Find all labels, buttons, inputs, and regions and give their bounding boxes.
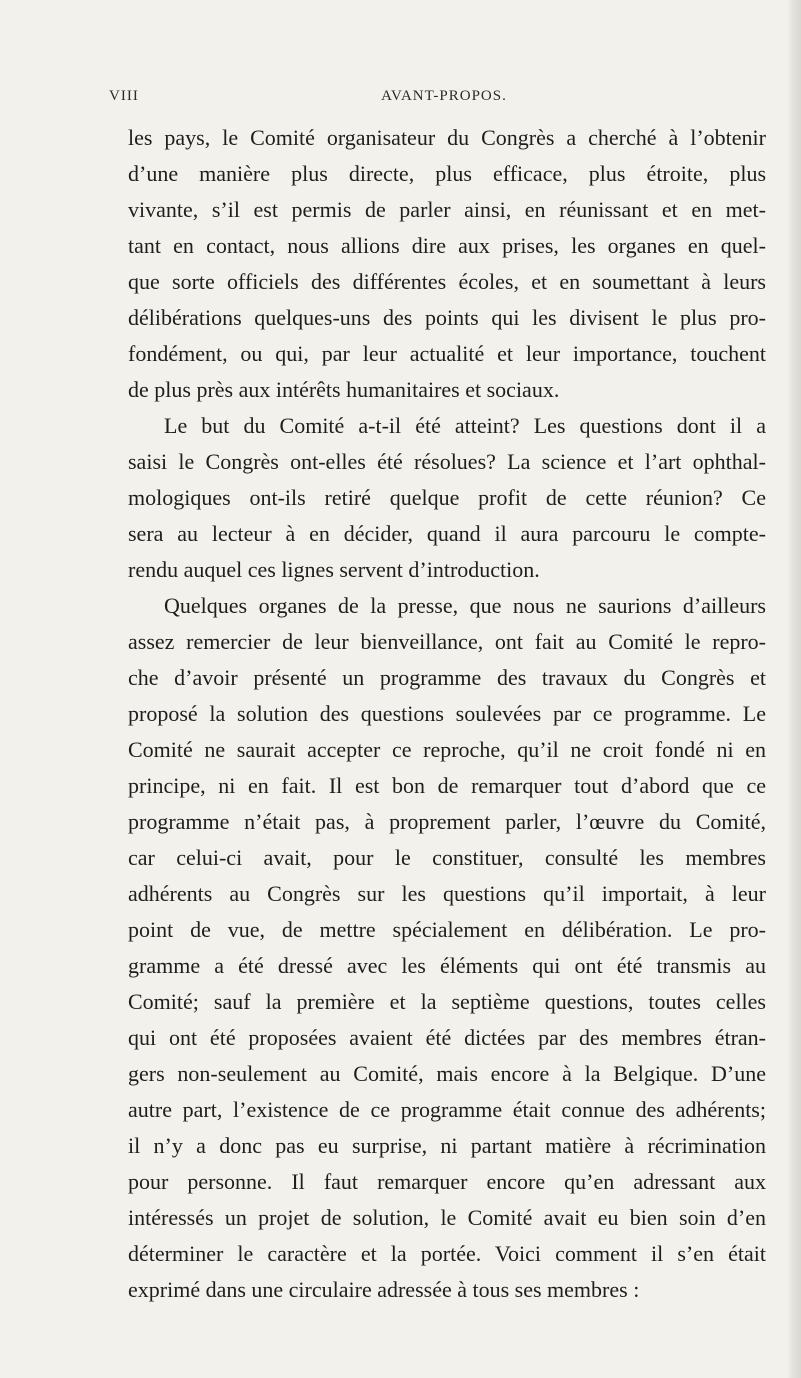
paragraph-start-line: Quelques organes de la presse, que nous ne saurions d’ailleurs [164,593,766,618]
text-line: tant en contact, nous allions dire aux prises, les organes en quel- [128,233,766,258]
text-line: pour personne. Il faut remarquer encore qu’en adressant aux [128,1169,766,1194]
text-line: principe, ni en fait. Il est bon de remarquer tout d’abord que ce [128,773,766,798]
text-line: sera au lecteur à en décider, quand il aura parcouru le compte- [128,521,766,546]
text-line: de plus près aux intérêts humanitaires et sociaux. [128,377,560,402]
text-line: mologiques ont-ils retiré quelque profit de cette réunion? Ce [128,485,766,510]
text-line: car celui-ci avait, pour le constituer, consulté les membres [128,845,766,870]
text-line: rendu auquel ces lignes servent d’introduction. [128,557,540,582]
page-edge-shadow [787,0,801,1378]
text-line: exprimé dans une circulaire adressée à tous ses membres : [128,1277,640,1302]
text-line: adhérents au Congrès sur les questions qu’il importait, à leur [128,881,766,906]
text-line: Comité ne saurait accepter ce reproche, qu’il ne croit fondé ni en [128,737,766,762]
text-line: délibérations quelques-uns des points qui les divisent le plus pro- [128,305,766,330]
text-line: point de vue, de mettre spécialement en délibération. Le pro- [128,917,766,942]
page-number: VIII [109,88,139,104]
text-line: che d’avoir présenté un programme des travaux du Congrès et [128,665,766,690]
text-line: gramme a été dressé avec les éléments qui ont été transmis au [128,953,766,978]
text-line: d’une manière plus directe, plus efficace, plus étroite, plus [128,161,766,186]
text-line: déterminer le caractère et la portée. Voici comment il s’en était [128,1241,766,1266]
text-line: programme n’était pas, à proprement parler, l’œuvre du Comité, [128,809,766,834]
text-line: intéressés un projet de solution, le Comité avait eu bien soin d’en [128,1205,766,1230]
text-line: les pays, le Comité organisateur du Congrès a cherché à l’obtenir [128,125,766,150]
text-line: Comité; sauf la première et la septième questions, toutes celles [128,989,766,1014]
text-line: il n’y a donc pas eu surprise, ni partant matière à récrimination [128,1133,766,1158]
text-line: autre part, l’existence de ce programme était connue des adhérents; [128,1097,766,1122]
text-line: fondément, ou qui, par leur actualité et leur importance, touchent [128,341,766,366]
text-line: proposé la solution des questions soulevées par ce programme. Le [128,701,766,726]
running-head [109,88,779,110]
running-title: AVANT-PROPOS. [381,88,507,104]
text-line: qui ont été proposées avaient été dictées par des membres étran- [128,1025,766,1050]
text-line: vivante, s’il est permis de parler ainsi, en réunissant et en met- [128,197,766,222]
text-line: assez remercier de leur bienveillance, ont fait au Comité le repro- [128,629,766,654]
text-line: gers non-seulement au Comité, mais encore à la Belgique. D’une [128,1061,766,1086]
text-line: que sorte officiels des différentes écoles, et en soumettant à leurs [128,269,766,294]
paragraph-start-line: Le but du Comité a-t-il été atteint? Les questions dont il a [164,413,766,438]
text-line: saisi le Congrès ont-elles été résolues? La science et l’art ophthal- [128,449,766,474]
